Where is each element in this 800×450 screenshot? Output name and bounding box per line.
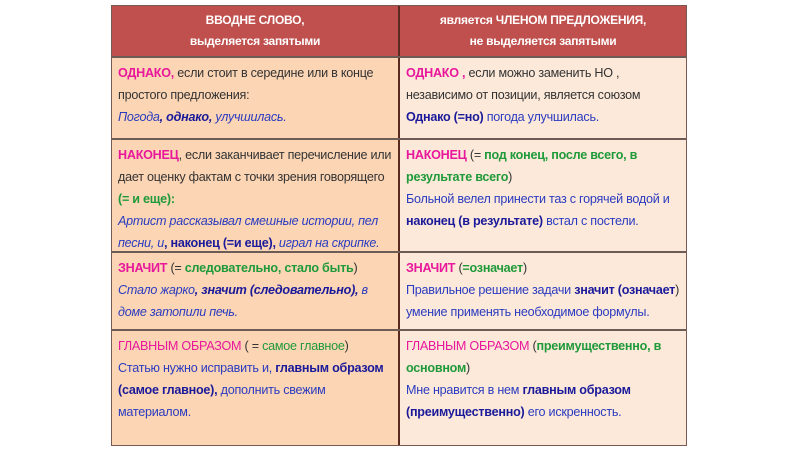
example-text: улучшилась. xyxy=(212,110,287,124)
header-left-subtitle: выделяется запятыми xyxy=(189,34,321,48)
paren: ) xyxy=(675,283,680,297)
example-text: Правильное решение задачи xyxy=(406,283,575,297)
example-text: Стало жарко xyxy=(118,283,195,297)
example-highlight: значит (означает xyxy=(574,283,676,297)
synonym: следовательно, стало быть xyxy=(184,261,354,275)
term: НАКОНЕЦ xyxy=(118,148,179,162)
synonym: преимущественно, в основном xyxy=(406,339,662,375)
header-left-title: ВВОДНЕ СЛОВО, xyxy=(205,13,305,27)
example-text: Больной велел принести таз с горячей водой и xyxy=(406,192,670,206)
cell-right xyxy=(400,253,686,329)
cell-right xyxy=(400,58,686,138)
example-text: дополнить свежим материалом. xyxy=(118,383,326,419)
cell-right xyxy=(400,140,686,251)
example-text: Погода xyxy=(118,110,160,124)
example-text: Статью нужно исправить и, xyxy=(118,361,276,375)
header-right-title: является ЧЛЕНОМ ПРЕДЛОЖЕНИЯ, xyxy=(439,13,647,27)
cell-left xyxy=(112,253,400,329)
example-text: его искренность. xyxy=(524,405,622,419)
cell-right xyxy=(400,331,686,445)
cell-left xyxy=(112,58,400,138)
rule-text: если стоит в середине или в конце простого предложения: xyxy=(118,66,374,102)
cell-left xyxy=(112,140,400,251)
rule-text: , если заканчивает перечисление или дает оценку фактам с точки зрения говорящего xyxy=(118,148,392,184)
paren: ( xyxy=(455,261,463,275)
header-introductory-word xyxy=(112,6,400,56)
paren: ) xyxy=(508,170,513,184)
table-header-row xyxy=(112,6,686,58)
table-row-znachit xyxy=(112,253,686,331)
example-text: Мне нравится в нем xyxy=(406,383,523,397)
cell-left xyxy=(112,331,400,445)
synonym: =означает xyxy=(462,261,523,275)
table-row-odnako xyxy=(112,58,686,140)
rule-text: если можно заменить НО , независимо от позиции, является союзом xyxy=(406,66,641,102)
synonym: (= и еще): xyxy=(118,192,175,206)
example-highlight: , наконец (=и еще), xyxy=(164,236,276,250)
paren: ( xyxy=(529,339,537,353)
example-highlight: Однако (=но) xyxy=(406,110,484,124)
example-highlight: , значит (следовательно), xyxy=(194,283,359,297)
term: НАКОНЕЦ xyxy=(406,148,467,162)
header-right-subtitle: не выделяется запятыми xyxy=(469,34,617,48)
example-highlight: главным образом (преимущественно) xyxy=(406,383,631,419)
term: ЗНАЧИТ xyxy=(406,261,456,275)
example-text: умение применять необходимое формулы. xyxy=(406,305,650,319)
rules-table xyxy=(111,5,687,446)
example-highlight: главным образом (самое главное), xyxy=(118,361,384,397)
paren: ( = xyxy=(241,339,263,353)
example-text: в доме затопили печь. xyxy=(118,283,368,319)
example-highlight: наконец (в результате) xyxy=(406,214,543,228)
table-row-nakonets xyxy=(112,140,686,253)
header-sentence-member xyxy=(400,6,686,56)
synonym: самое главное xyxy=(262,339,345,353)
term: ОДНАКО, xyxy=(118,66,175,80)
paren: ) xyxy=(344,339,349,353)
example-text: погода улучшилась. xyxy=(483,110,600,124)
paren: (= xyxy=(167,261,185,275)
term: ЗНАЧИТ xyxy=(118,261,168,275)
term: ОДНАКО , xyxy=(406,66,466,80)
example-text: встал с постели. xyxy=(542,214,639,228)
table-row-glavnym-obrazom xyxy=(112,331,686,445)
term: ГЛАВНЫМ ОБРАЗОМ xyxy=(406,339,530,353)
paren: ) xyxy=(466,361,470,375)
example-text: Артист рассказывал смешные истории, пел песни, и xyxy=(118,214,378,250)
paren: (= xyxy=(466,148,485,162)
paren: ) xyxy=(353,261,358,275)
example-text: играл на скрипке. xyxy=(275,236,380,250)
example-highlight: , однако, xyxy=(159,110,213,124)
term: ГЛАВНЫМ ОБРАЗОМ xyxy=(118,339,242,353)
synonym: под конец, после всего, в результате всего xyxy=(406,148,638,184)
paren: ) xyxy=(522,261,527,275)
